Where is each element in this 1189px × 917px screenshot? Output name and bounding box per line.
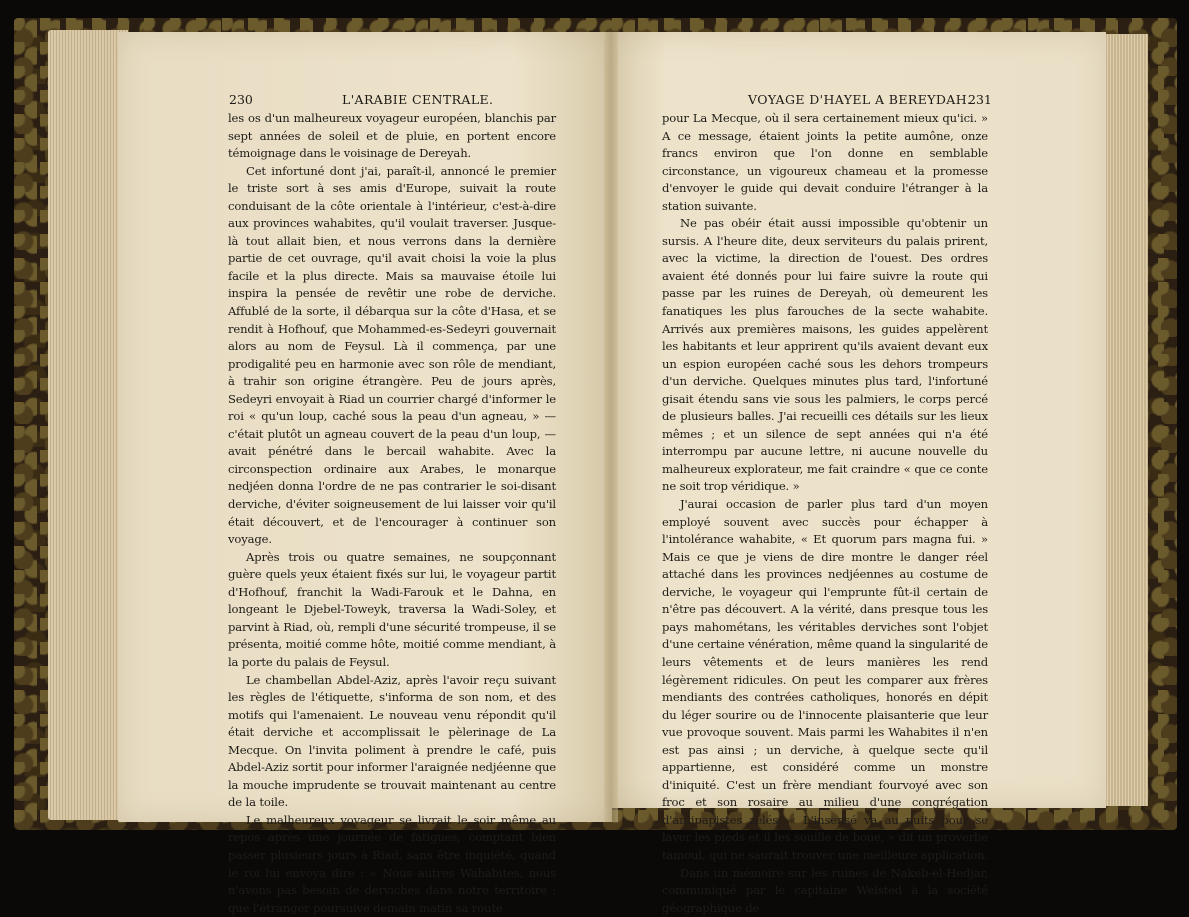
book-gutter [604, 32, 618, 822]
left-page-number: 230 [229, 92, 253, 107]
right-paragraph: Ne pas obéir était aussi impossible qu'obtenir un sursis. A l'heure dite, deux serviteurs du palais prirent, avec la victime, la direction de l'ouest. Des ordres avaient été donnés pour lui faire suivre la route qui passe par les ruines de Dereyah, où demeurent les fanatiques les plus farouches de la secte wahabite. Arrivés aux premières maisons, les guides appelèrent les habitants et leur apprirent qu'ils avaient devant eux un espion européen caché sous les dehors trompeurs d'un derviche. Quelques minutes plus tard, l'infortuné gisait étendu sans vie sous les palmiers, le corps percé de plusieurs balles. J'ai recueilli ces détails sur les lieux mêmes ; et un silence de sept années qui n'a été interrompu par aucune lettre, ni aucune nouvelle du malheureux explorateur, me fait craindre « que ce conte ne soit trop véridique. » [662, 216, 988, 494]
left-paragraph: Après trois ou quatre semaines, ne soupçonnant guère quels yeux étaient fixés sur lui, le voyageur partit d'Hofhouf, franchit la Wadi-Farouk et le Dahna, en longeant le Djebel-Toweyk, traversa la Wadi-Soley, et parvint à Riad, où, rempli d'une sécurité trompeuse, il se présenta, moitié comme hôte, moitié comme mendiant, à la porte du palais de Feysul. [228, 549, 556, 669]
left-page-edges [48, 30, 128, 820]
left-paragraph: Le malheureux voyageur se livrait le soir même au repos après une journée de fatigues, comptant bien passer plusieurs jours à Riad, sans être inquiété, quand le roi lui envoya dire : « Nous autres Wahabites, nous n'avons pas besoin de derviches dans notre territoire ; que l'étranger poursuive demain matin sa route [228, 812, 556, 915]
right-page-number: 231 [968, 92, 992, 107]
right-page-edges [1102, 34, 1148, 806]
left-running-head: L'ARABIE CENTRALE. [342, 92, 494, 107]
left-paragraph: Le chambellan Abdel-Aziz, après l'avoir reçu suivant les règles de l'étiquette, s'informa de son nom, et des motifs qui l'amenaient. Le nouveau venu répondit qu'il était derviche et accomplissait le pèlerinage de La Mecque. On l'invita poliment à prendre le café, puis Abdel-Aziz sortit pour informer l'araignée nedjéenne que la mouche imprudente se trouvait maintenant au centre de la toile. [228, 672, 556, 810]
right-paragraph: pour La Mecque, où il sera certainement mieux qu'ici. » A ce message, étaient joints la petite aumône, onze francs environ que l'on donne en semblable circonstance, un vigoureux chameau et la promesse d'envoyer le guide qui devait conduire l'étranger à la station suivante. [662, 111, 988, 213]
right-page-text [662, 110, 988, 917]
right-running-head: VOYAGE D'HAYEL A BEREYDAH. [748, 92, 972, 107]
right-paragraph: J'aurai occasion de parler plus tard d'un moyen employé souvent avec succès pour échapper à l'intolérance wahabite, « Et quorum pars magna fui. » Mais ce que je viens de dire montre le danger réel attaché dans les provinces nedjéennes au costume de derviche, le voyageur qui l'emprunte fût-il certain de n'être pas découvert. A la vérité, dans presque tous les pays mahométans, les véritables derviches sont l'objet d'une certaine vénération, même quand la singularité de leurs vêtements et de leurs manières les rend légèrement ridicules. On peut les comparer aux frères mendiants des contrées catholiques, honorés en dépit du léger sourire ou de l'innocente plaisanterie que leur vue provoque souvent. Mais parmi les Wahabites il n'en est pas ainsi ; un derviche, à quelque secte qu'il appartienne, est considéré comme un monstre d'iniquité. C'est un frère mendiant fourvoyé avec son froc et son rosaire au milieu d'une congrégation d'antipapistes zélés. « L'insensé va au puits pour se laver les pieds et il les souille de boue, » dit un proverbe tamoul, qui ne saurait trouver une meilleure application. [662, 497, 988, 862]
right-paragraph: Dans un mémoire sur les ruines de Nakeb-el-Hedjar, communiqué par le capitaine Welsted à la société géographique de [662, 865, 988, 915]
left-paragraph: les os d'un malheureux voyageur européen, blanchis par sept années de soleil et de pluie, en portent encore témoignage dans le voisinage de Dereyah. [228, 111, 556, 161]
left-page-text [228, 110, 556, 917]
left-paragraph: Cet infortuné dont j'ai, paraît-il, annoncé le premier le triste sort à ses amis d'Europe, suivait la route conduisant de la côte orientale à l'intérieur, c'est-à-dire aux provinces wahabites, qu'il voulait traverser. Jusque-là tout allait bien, et nous verrons dans la dernière partie de cet ouvrage, qu'il avait choisi la voie la plus facile et la plus directe. Mais sa mauvaise étoile lui inspira la pensée de revêtir une robe de derviche. Affublé de la sorte, il débarqua sur la côte d'Hasa, et se rendit à Hofhouf, que Mohammed-es-Sedeyri gouvernait alors au nom de Feysul. Là il commença, par une prodigalité peu en harmonie avec son rôle de mendiant, à trahir son origine étrangère. Peu de jours après, Sedeyri envoyait à Riad un courrier chargé d'informer le roi « qu'un loup, caché sous la peau d'un agneau, » — c'était plutôt un agneau couvert de la peau d'un loup, — avait pénétré dans le bercail wahabite. Avec la circonspection ordinaire aux Arabes, le monarque nedjéen donna l'ordre de ne pas contrarier le soi-disant derviche, d'éviter soigneusement de lui laisser voir qu'il était découvert, et de l'encourager à continuer son voyage. [228, 163, 556, 547]
